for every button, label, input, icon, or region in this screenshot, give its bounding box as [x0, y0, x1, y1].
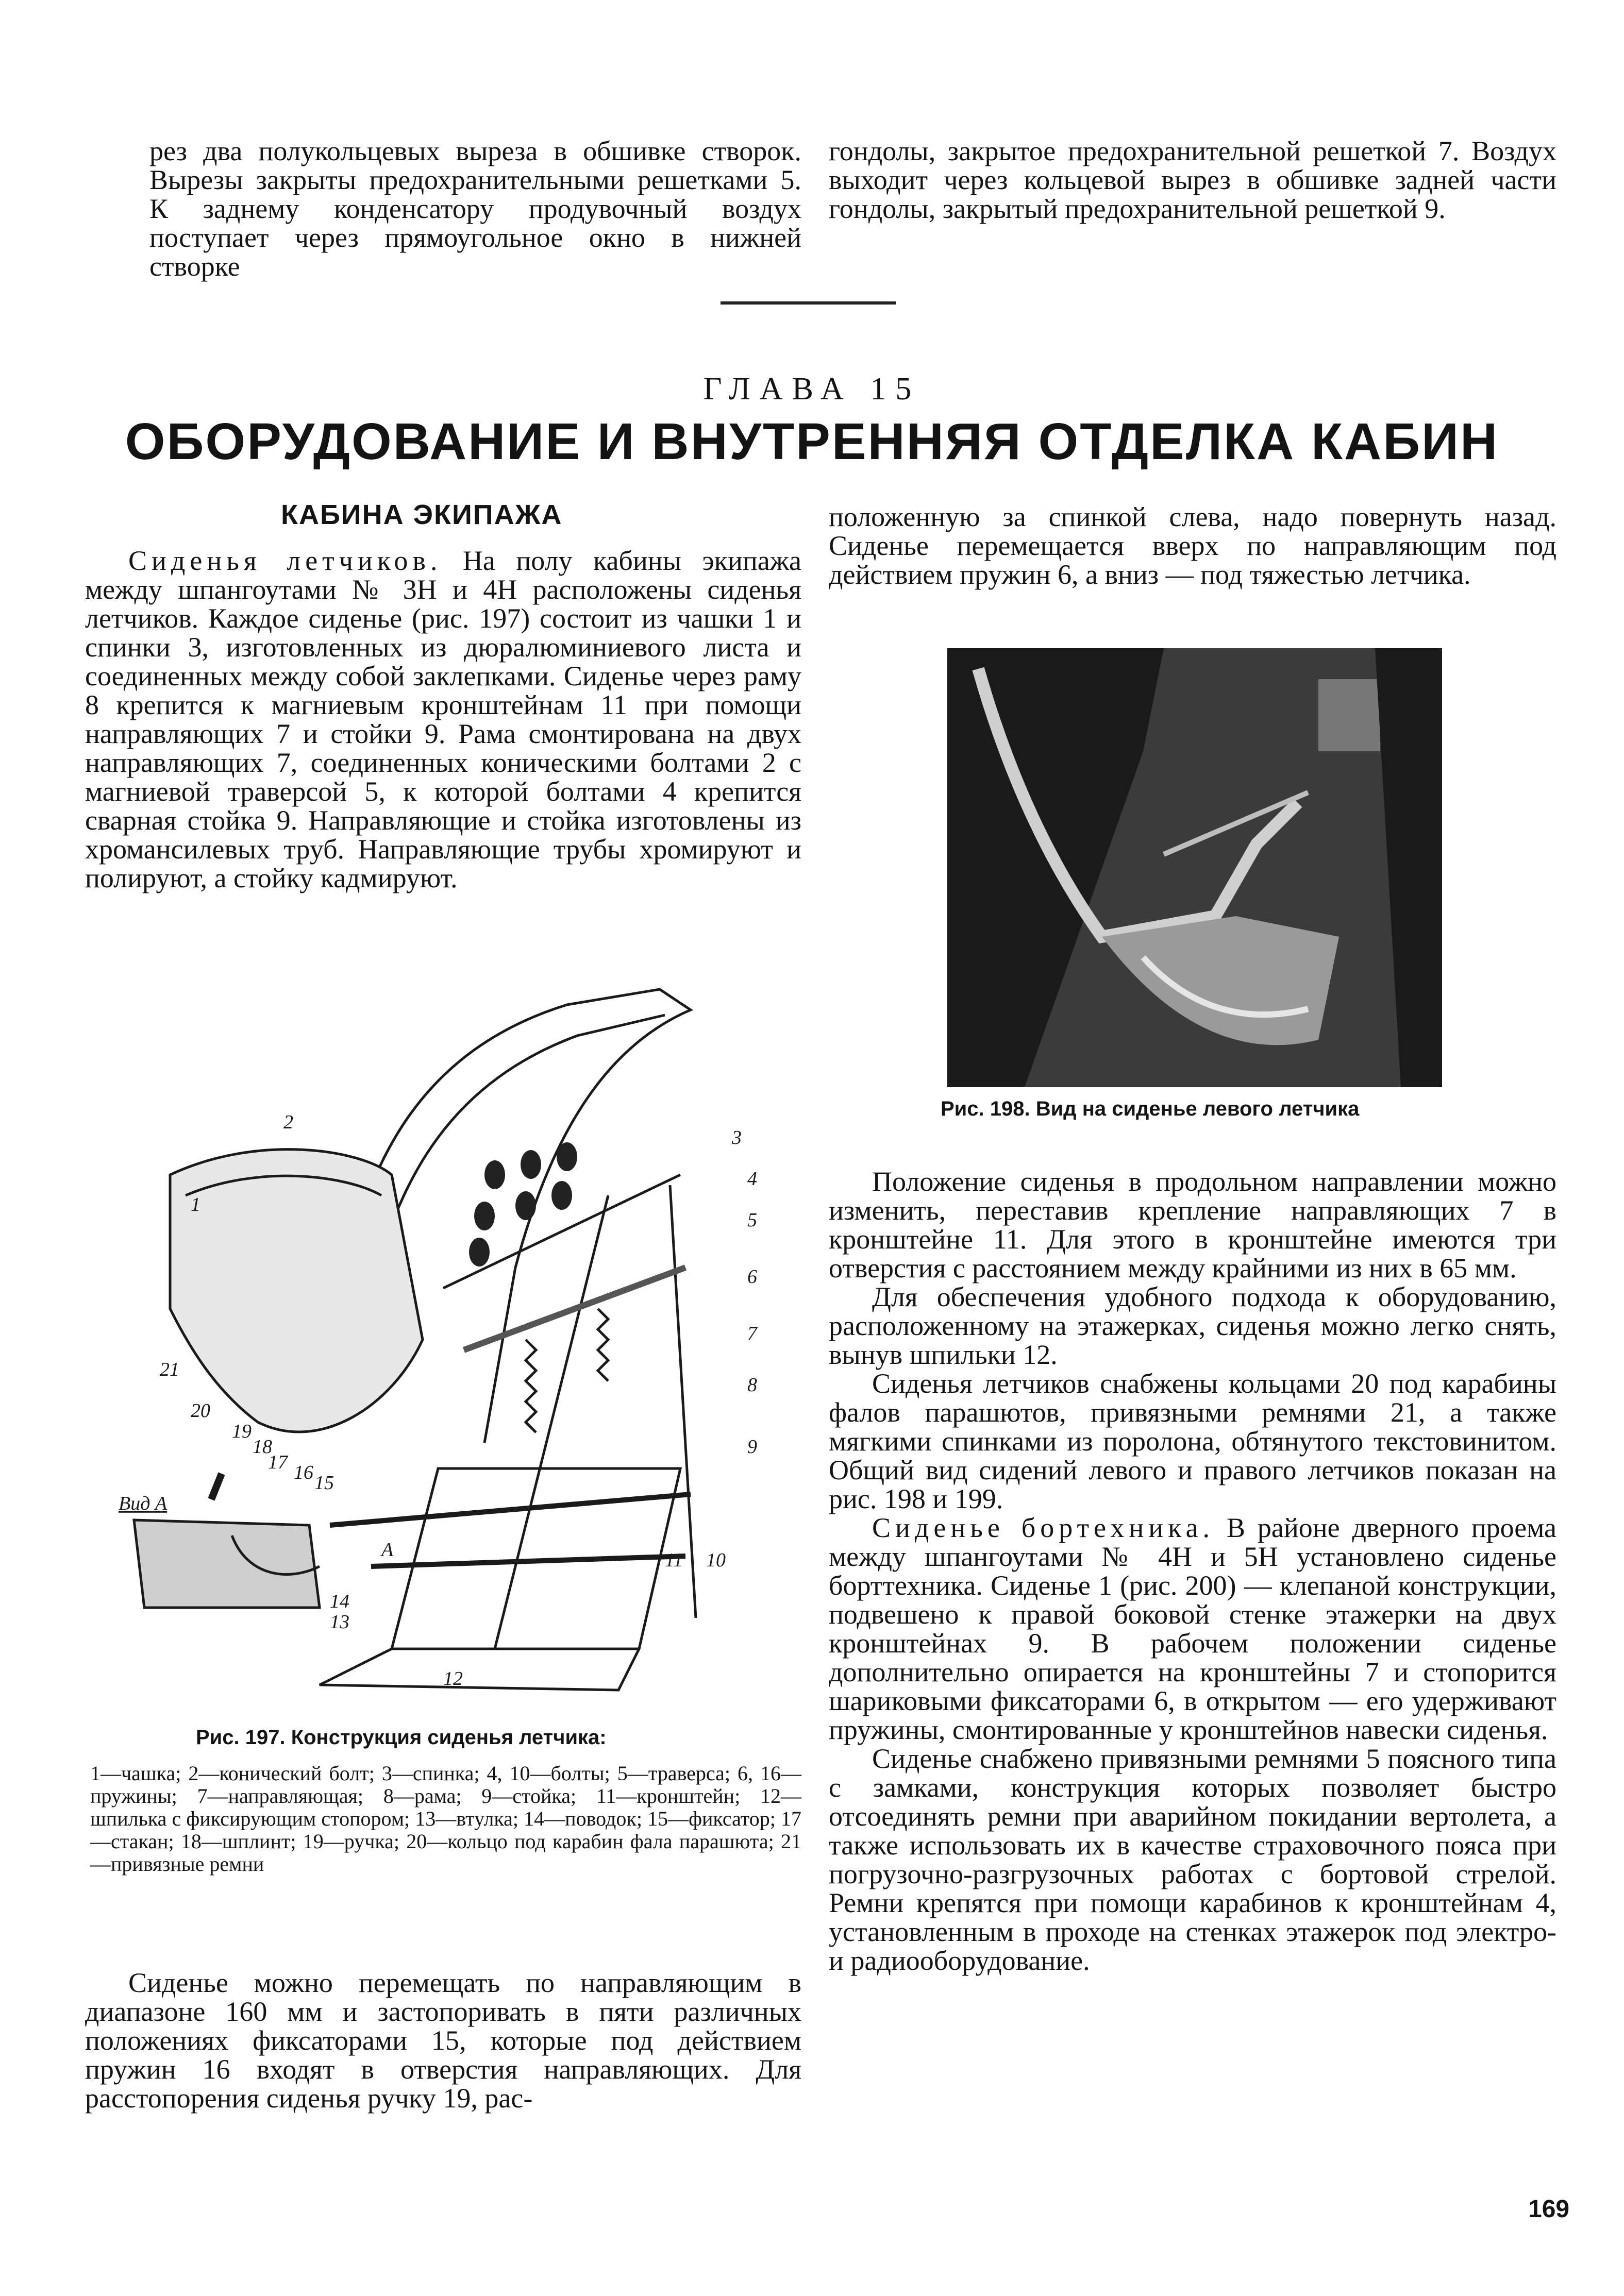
label-8: 8: [747, 1374, 757, 1396]
paragraph-longitudinal-position: Положение сиденья в продольном направлении можно изменить, переставив крепление направляющих 7 в кронштейне 11. Для этого в кронштейне имеются три отверстия с расстоянием между крайними из них в 65 мм.: [829, 1166, 1556, 1284]
label-12: 12: [443, 1668, 463, 1690]
label-11: 11: [665, 1549, 683, 1571]
label-4: 4: [747, 1168, 757, 1190]
paragraph-engineer-seat: [829, 1513, 1556, 1744]
figure-197-caption: Рис. 197. Конструкция сиденья летчика:: [196, 1726, 607, 1749]
label-21: 21: [160, 1359, 179, 1380]
label-14: 14: [330, 1591, 349, 1612]
label-5: 5: [747, 1209, 757, 1231]
figure-198-caption: Рис. 198. Вид на сиденье левого летчика: [941, 1098, 1360, 1120]
left-column-lower: [85, 1968, 801, 2113]
page-number: 169: [1528, 2196, 1570, 2223]
figure-197-legend: 1—чашка; 2—конический болт; 3—спинка; 4, 10—болты; 5—траверса; 6, 16—пружины; 7—направляющая; 8—рама; 9—стойка; 11—кронштейн; 12—шпилька с фиксирующим стопором; 13—втулка; 14—поводок; 15—фиксатор; 17—стакан; 18—шплинт; 19—ручка; 20—кольцо под карабин фала парашюта; 21—привязные ремни: [90, 1762, 801, 1876]
label-15: 15: [314, 1472, 334, 1494]
figure-198-photo: [947, 648, 1442, 1087]
paragraph-seat-adjustment: Сиденье можно перемещать по направляющим в диапазоне 160 мм и застопоривать в пяти различных положениях фиксаторами 15, которые под действием пружин 16 входят в отверстия направляющих. Для расстопорения сиденья ручку 19, рас-: [85, 1967, 801, 2114]
right-column-lower: [829, 1167, 1556, 1975]
label-17: 17: [268, 1451, 288, 1473]
label-2: 2: [283, 1111, 293, 1133]
view-a-label: Вид А: [119, 1493, 168, 1514]
label-20: 20: [191, 1400, 210, 1422]
run-in-heading: Сиденья летчиков.: [128, 545, 442, 576]
paragraph-body: На полу кабины экипажа между шпангоутами № 3Н и 4Н расположены сиденья летчиков. Каждое сиденье (рис. 197) состоит из чашки 1 и спинки 3, изготовленных из дюралюминиевого листа и соединенных между собой заклепками. Сиденье через раму 8 крепится к магниевым кронштейнам 11 при помощи направляющих 7 и стойки 9. Рама смонтирована на двух направляющих 7, соединенных коническими болтами 2 с магниевой траверсой 5, к которой болтами 4 крепится сварная стойка 9. Направляющие и стойка изготовлены из хромансилевых труб. Направляющие трубы хромируют и полируют, а стойку кадмируют.: [85, 545, 801, 893]
label-19: 19: [232, 1421, 252, 1442]
chapter-title: ОБОРУДОВАНИЕ И ВНУТРЕННЯЯ ОТДЕЛКА КАБИН: [125, 413, 1499, 470]
label-18: 18: [253, 1436, 272, 1458]
paragraph-removal: Для обеспечения удобного подхода к оборудованию, расположенному на этажерках, сиденья можно легко снять, вынув шпильки 12.: [829, 1281, 1556, 1370]
paragraph-continuation: положенную за спинкой слева, надо повернуть назад. Сиденье перемещается вверх по направляющим под действием пружин 6, а вниз — под тяжестью летчика.: [829, 501, 1556, 590]
label-13: 13: [330, 1611, 349, 1633]
label-3: 3: [732, 1127, 742, 1149]
label-16: 16: [294, 1462, 313, 1483]
back-holes: [469, 1142, 577, 1267]
run-in-heading-engineer: Сиденье бортехника.: [872, 1512, 1215, 1543]
arrow-a-label: А: [381, 1539, 394, 1561]
label-6: 6: [747, 1266, 757, 1288]
chapter-number: ГЛАВА 15: [703, 372, 921, 407]
paragraph-belts: Сиденье снабжено привязными ремнями 5 поясного типа с замками, конструкция которых позволяет быстро отсоединять ремни при аварийном покидании вертолета, а также использовать их в качестве страховочного пояса при погрузочно-разгрузочных работах с бортовой стрелой. Ремни крепятся при помощи карабинов к кронштейнам 4, установленным в проходе на стенках этажерок под электро- и радиооборудование.: [829, 1743, 1556, 1976]
chapter-divider: [721, 301, 896, 305]
label-9: 9: [747, 1436, 757, 1458]
detail-view-body: [134, 1520, 320, 1608]
seat-construction-drawing: [103, 979, 773, 1721]
label-7: 7: [747, 1323, 757, 1344]
paragraph-engineer-body: В районе дверного проема между шпангоутами № 4Н и 5Н установлено сиденье борттехника. Сиденье 1 (рис. 200) — клепаной конструкции, подвешено к правой боковой стенке этажерки на двух кронштейнах 9. В рабочем положении сиденье дополнительно опирается на кронштейны 7 и стопорится шариковыми фиксаторами 6, в открытом — его удерживают пружины, смонтированные у кронштейнов навески сиденья.: [829, 1512, 1556, 1745]
label-10: 10: [706, 1549, 726, 1571]
seat-photo: [947, 648, 1442, 1087]
figure-197-drawing: [103, 979, 773, 1721]
section-heading: КАБИНА ЭКИПАЖА: [281, 499, 563, 530]
label-1: 1: [191, 1194, 200, 1215]
paragraph-rings: Сиденья летчиков снабжены кольцами 20 под карабины фалов парашютов, привязными ремнями 21, а также мягкими спинками из поролона, обтянутого текстовинитом. Общий вид сидений левого и правого летчиков показан на рис. 198 и 199.: [829, 1368, 1556, 1514]
right-column-upper: [829, 502, 1556, 589]
top-left-paragraph: рез два полукольцевых выреза в обшивке створок. Вырезы закрыты предохранительными решетками 5. К заднему конденсатору продувочный воздух поступает через прямоугольное окно в нижней створке: [149, 136, 801, 282]
left-column-upper: [85, 546, 801, 892]
seat-bucket: [170, 1150, 423, 1432]
top-right-paragraph: гондолы, закрытое предохранительной решеткой 7. Воздух выходит через кольцевой вырез в обшивке задней части гондолы, закрытый предохранительной решеткой 9.: [829, 136, 1556, 224]
paragraph-pilot-seats: [85, 546, 801, 892]
